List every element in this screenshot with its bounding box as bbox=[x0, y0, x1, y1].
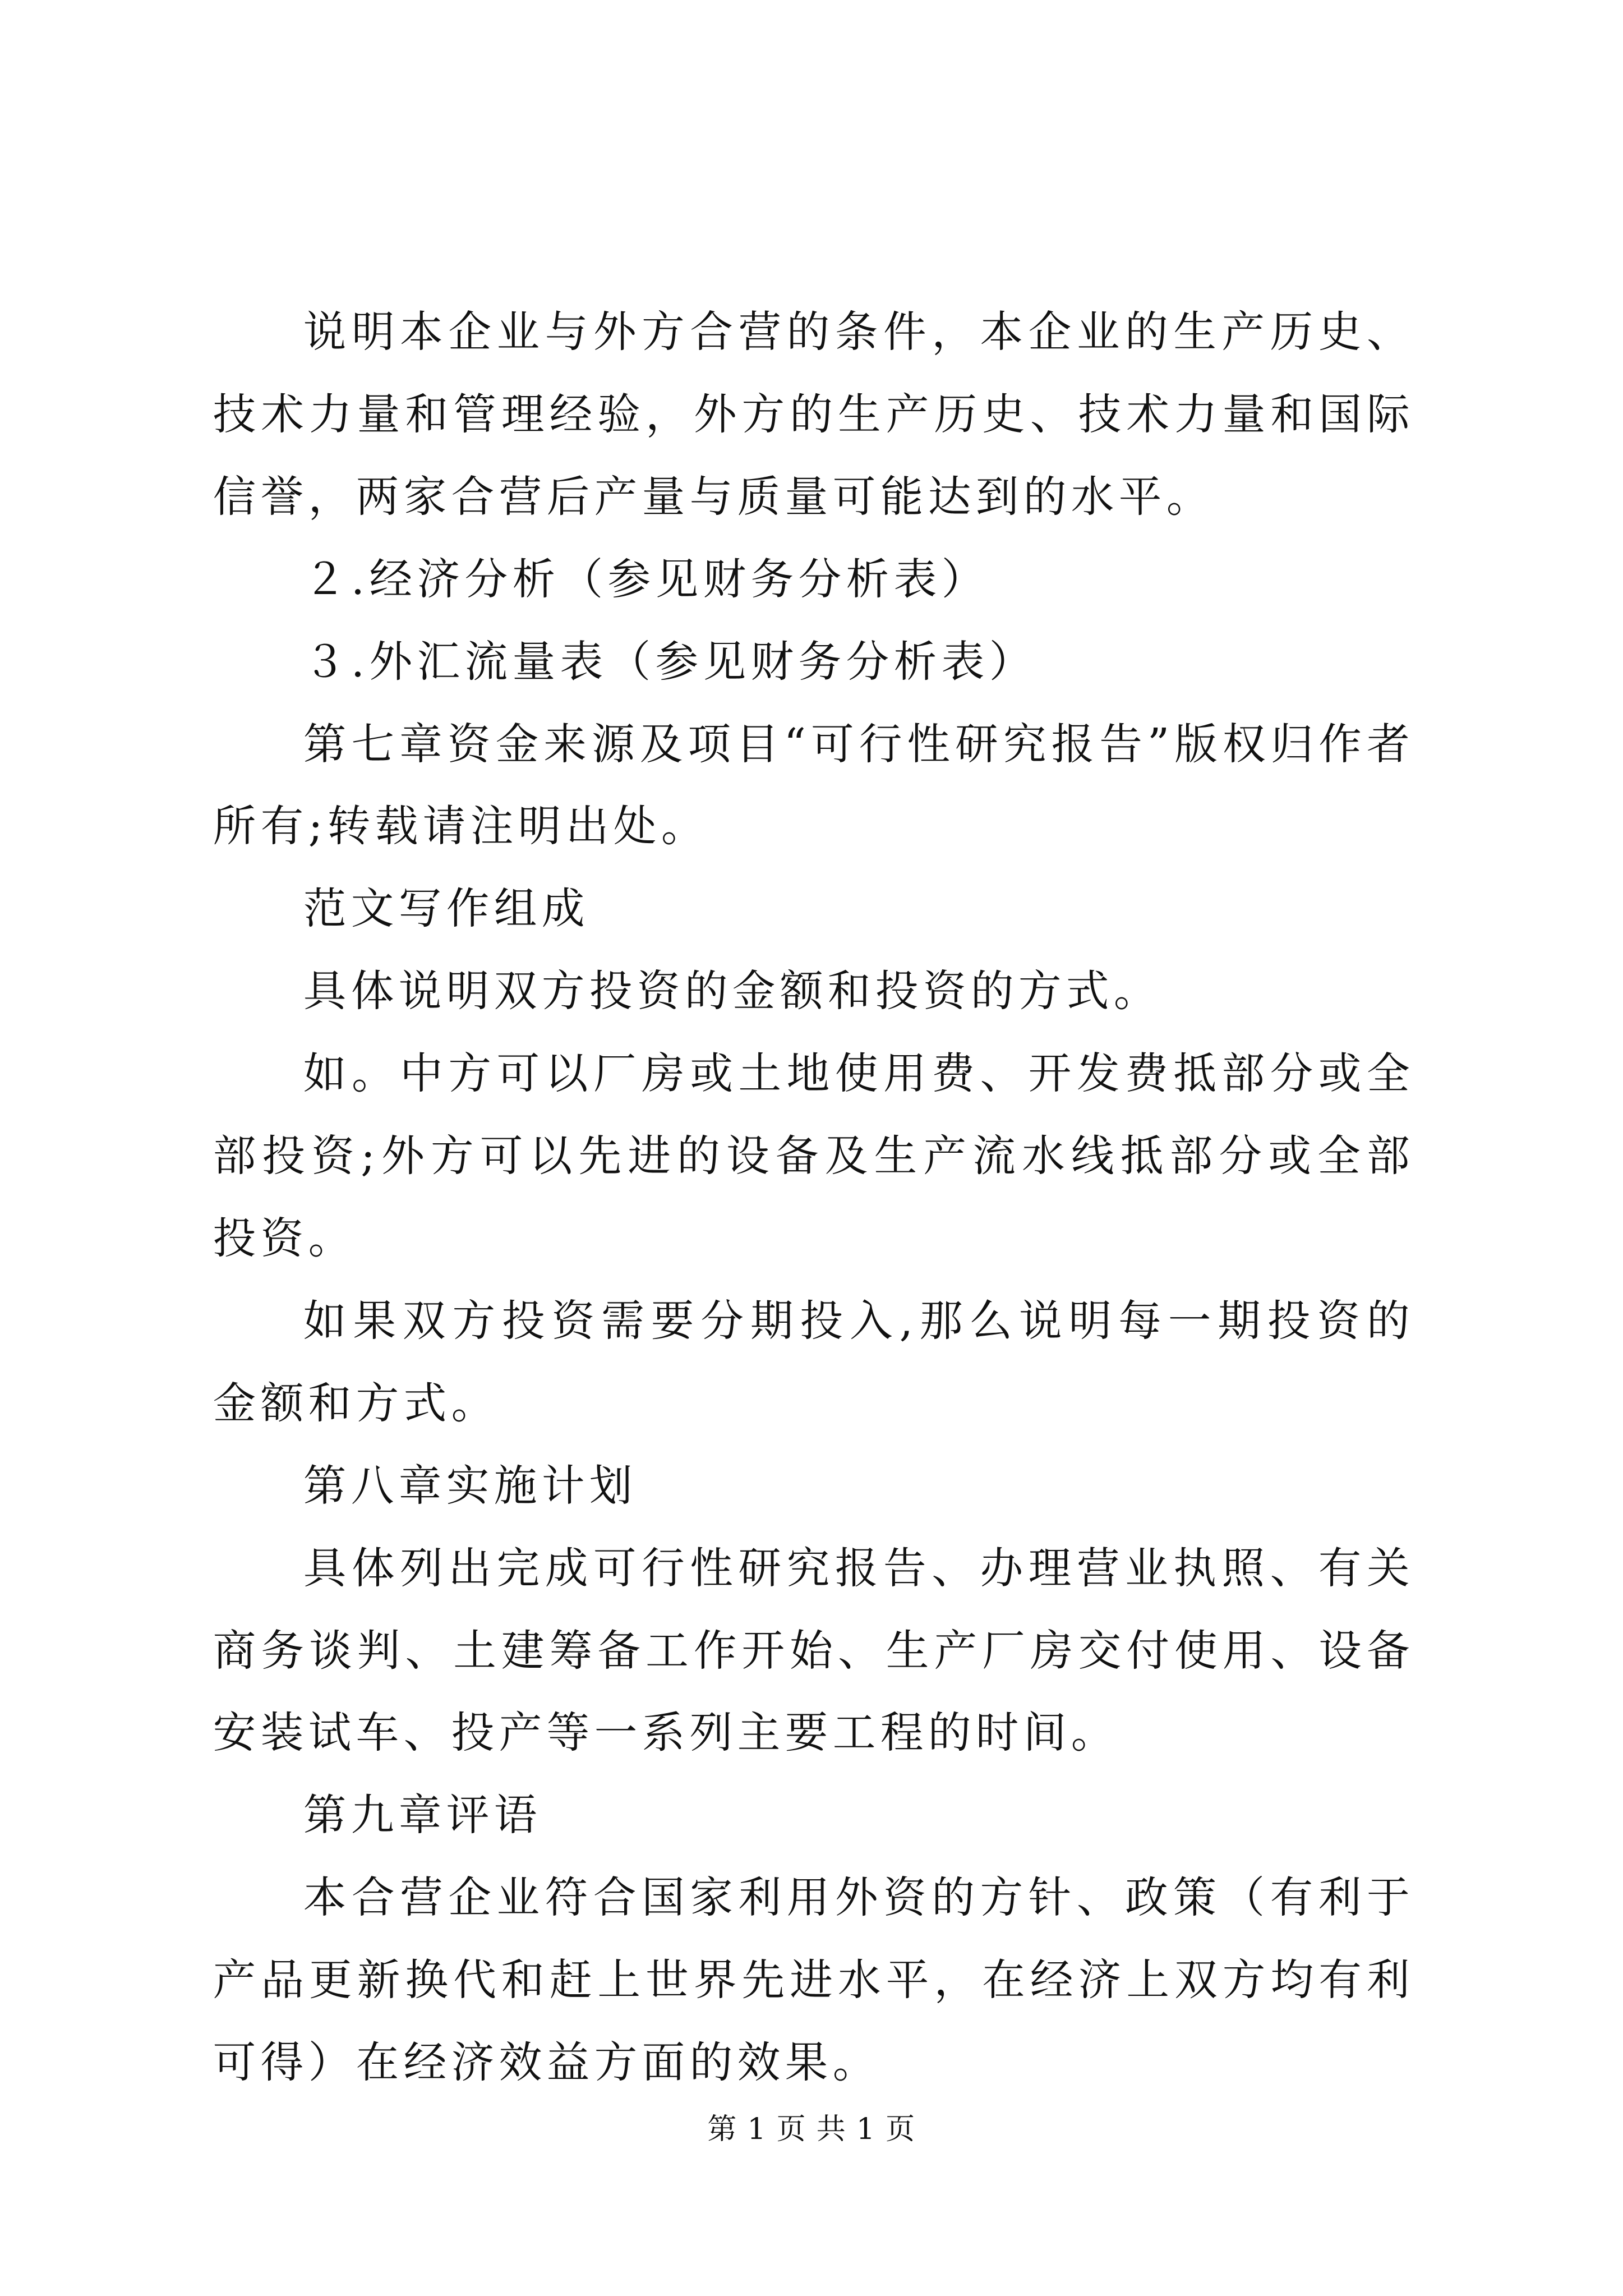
paragraph-phased-investment: 如果双方投资需要分期投入,那么说明每一期投资的金额和方式。 bbox=[213, 1296, 1414, 1429]
paragraph-chapter-9-heading: 第九章评语 bbox=[303, 1791, 542, 1841]
paragraph-evaluation: 本合营企业符合国家利用外资的方针、政策（有利于产品更新换代和赶上世界先进水平，在经济上双方均有利可得）在经济效益方面的效果。 bbox=[213, 1873, 1414, 2088]
paragraph-implementation-schedule: 具体列出完成可行性研究报告、办理营业执照、有关商务谈判、土建筹备工作开始、生产厂房交付使用、设备安装试车、投产等一系列主要工程的时间。 bbox=[213, 1543, 1414, 1759]
document-page bbox=[213, 292, 1414, 2105]
paragraph-economic-analysis: ２.经济分析（参见财务分析表） bbox=[303, 554, 989, 605]
paragraph-cooperation-conditions: 说明本企业与外方合营的条件，本企业的生产历史、技术力量和管理经验，外方的生产历史、技术力量和国际信誉，两家合营后产量与质量可能达到的水平。 bbox=[213, 307, 1414, 522]
paragraph-chapter-8-heading: 第八章实施计划 bbox=[303, 1461, 637, 1511]
paragraph-forex-flow: ３.外汇流量表（参见财务分析表） bbox=[303, 637, 1037, 687]
paragraph-chapter-7-heading: 第七章资金来源及项目“可行性研究报告”版权归作者所有;转载请注明出处。 bbox=[213, 719, 1414, 852]
paragraph-investment-amount: 具体说明双方投资的金额和投资的方式。 bbox=[303, 967, 1161, 1017]
paragraph-writing-composition: 范文写作组成 bbox=[303, 884, 589, 935]
paragraph-investment-example: 如。中方可以厂房或土地使用费、开发费抵部分或全部投资;外方可以先进的设备及生产流水线抵部分或全部投资。 bbox=[213, 1049, 1414, 1264]
page-footer: 第 1 页 共 1 页 bbox=[707, 2113, 916, 2146]
